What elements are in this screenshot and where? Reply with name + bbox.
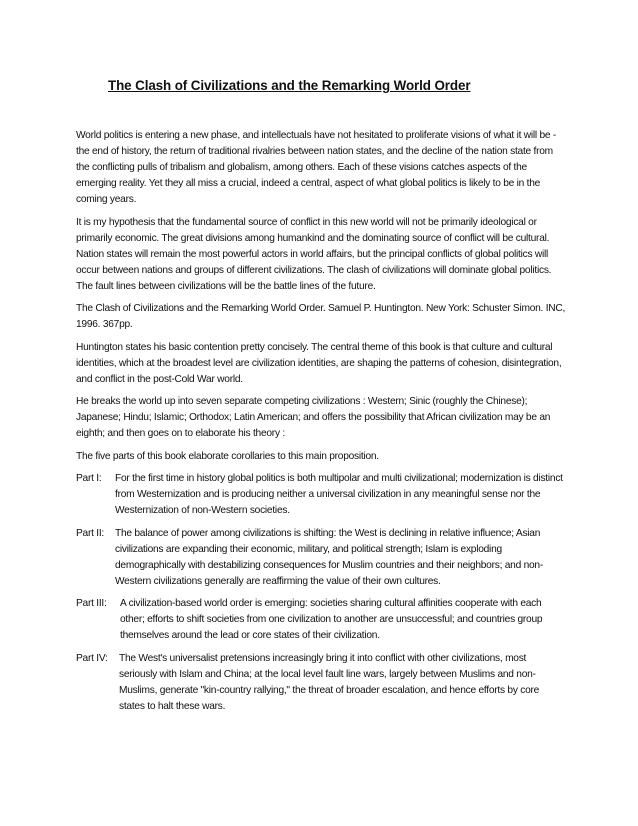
part-text: For the first time in history global politics is both multipolar and multi civilizational; modernization is distinct from Westernization and is producing neither a universal civilization in any meaningful sense nor the Westernization of non-Western societies. bbox=[115, 473, 563, 516]
part-label: Part III: bbox=[76, 598, 107, 609]
part-label: Part I: bbox=[76, 473, 102, 484]
paragraph-five-parts: The five parts of this book elaborate corollaries to this main proposition. bbox=[76, 450, 379, 462]
part-text: A civilization-based world order is emerging: societies sharing cultural affinities cooperate with each other; efforts to shift societies from one civilization to another are unsuccessful; and countries group themselves around the lead or core states of their civilization. bbox=[120, 598, 543, 641]
paragraph-citation: The Clash of Civilizations and the Remarking World Order. Samuel P. Huntington. New York: Schuster Simon. INC, 1996. 367pp. bbox=[76, 303, 566, 330]
part-1 bbox=[76, 471, 566, 519]
document-body bbox=[76, 128, 566, 721]
paragraph-contention: Huntington states his basic contention pretty concisely. The central theme of this book is that culture and cultural identities, which at the broadest level are civilization identities, are shaping the patterns of cohesion, disintegration, and conflict in the post-Cold War world. bbox=[76, 341, 562, 385]
part-text: The West's universalist pretensions increasingly bring it into conflict with other civilizations, most seriously with Islam and China; at the local level fault line wars, largely between Muslims and non-Muslims, generate "kin-country rallying," the threat of broader escalation, and hence efforts by core states to halt these wars. bbox=[119, 652, 540, 712]
part-4 bbox=[76, 651, 566, 715]
part-text: The balance of power among civilizations is shifting: the West is declining in relative influence; Asian civilizations are expanding their economic, military, and political strength; Islam is exploding demographically with destabilizing consequences for Muslim countries and their neighbors; and non-Western civilizations generally are reaffirming the value of their own cultures. bbox=[115, 527, 543, 587]
part-label: Part IV: bbox=[76, 652, 108, 664]
part-2 bbox=[76, 526, 566, 590]
document-title: The Clash of Civilizations and the Remarking World Order bbox=[108, 78, 471, 93]
paragraph-civilizations: He breaks the world up into seven separate competing civilizations : Western; Sinic (roughly the Chinese); Japanese; Hindu; Islamic; Orthodox; Latin American; and offers the possibility that African civilization may be an eighth; and then goes on to elaborate his theory : bbox=[76, 396, 551, 439]
part-label: Part II: bbox=[76, 527, 105, 539]
paragraph-hypothesis: It is my hypothesis that the fundamental source of conflict in this new world will not be primarily ideological or primarily economic. The great divisions among humankind and the dominating source of conflict will be cultural. Nation states will remain the most powerful actors in world affairs, but the principal conflicts of global politics will occur between nations and groups of different civilizations. The clash of civilizations will dominate global politics. The fault lines between civilizations will be the battle lines of the future. bbox=[76, 216, 552, 292]
part-3 bbox=[76, 596, 566, 644]
paragraph-intro: World politics is entering a new phase, and intellectuals have not hesitated to proliferate visions of what it will be - the end of history, the return of traditional rivalries between nation states, and the decline of the nation state from the conflicting pulls of tribalism and globalism, among others. Each of these visions catches aspects of the emerging reality. Yet they all miss a crucial, indeed a central, aspect of what global politics is likely to be in the coming years. bbox=[76, 130, 557, 205]
